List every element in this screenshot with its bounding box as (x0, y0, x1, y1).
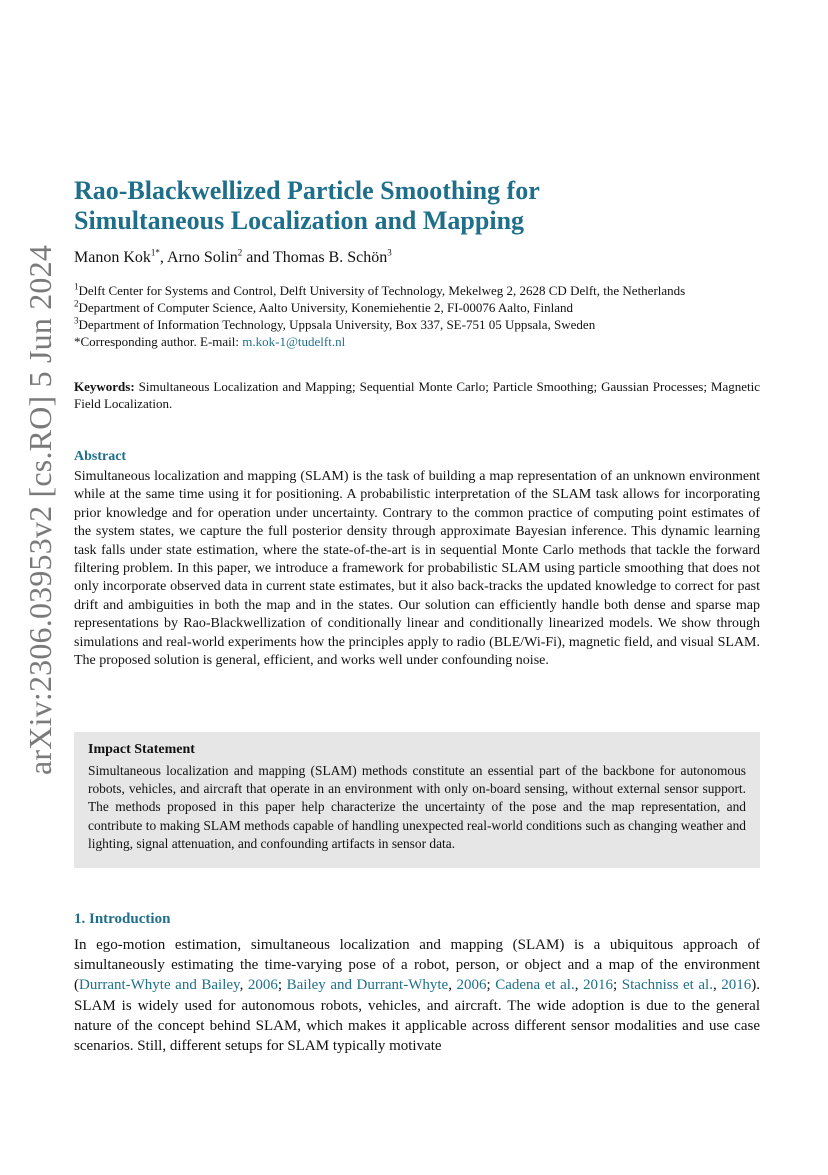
affiliation-marker: 1 (74, 281, 79, 292)
author-affiliation-marker: 1* (150, 247, 160, 258)
citation-year-link[interactable]: 2016 (721, 977, 752, 994)
author-name: Manon Kok (74, 249, 151, 266)
keywords-text: Simultaneous Localization and Mapping; Sequential Monte Carlo; Particle Smoothing; Gaussian Processes; Magnetic Field Localization. (74, 379, 760, 411)
citation-separator: , (712, 977, 722, 994)
citation-author-link[interactable]: Stachniss et al. (621, 977, 713, 994)
abstract-heading: Abstract (74, 449, 127, 464)
author-name: Arno Solin (167, 249, 238, 266)
affiliation-marker: 2 (74, 298, 79, 309)
title-line-2: Simultaneous Localization and Mapping (74, 206, 525, 235)
citation-separator: ; (613, 977, 622, 994)
citation-separator: , (574, 977, 584, 994)
author-separator: , (159, 249, 168, 266)
intro-text: ). SLAM is widely used for autonomous robots, vehicles, and aircraft. The wide adoption is due to the general nature of the concept behind SLAM, which makes it applicable across different sensor modalities and use case scenarios. Still, different setups for SLAM typically motivate (74, 977, 761, 1055)
arxiv-identifier-stamp: arXiv:2306.03953v2 [cs.RO] 5 Jun 2024 (22, 244, 58, 775)
affiliation-3 (74, 316, 595, 333)
affiliation-marker: 3 (74, 315, 79, 326)
citation-author-link[interactable]: Bailey and Durrant-Whyte (286, 977, 449, 994)
paper-title (74, 176, 760, 236)
author-separator: and (242, 249, 273, 266)
citation-separator: , (239, 977, 248, 994)
keywords-label: Keywords: (74, 379, 135, 394)
affiliation-text: Department of Information Technology, Uppsala University, Box 337, SE-751 05 Uppsala, Sweden (78, 317, 596, 332)
email-link[interactable]: m.kok-1@tudelft.nl (242, 334, 346, 349)
affiliation-text: Delft Center for Systems and Control, Delft University of Technology, Mekelweg 2, 2628 CD Delft, the Netherlands (78, 283, 686, 298)
affiliation-text: Department of Computer Science, Aalto University, Konemiehentie 2, FI-00076 Aalto, Finland (78, 300, 574, 315)
citation-author-link[interactable]: Durrant-Whyte and Bailey (79, 977, 240, 994)
citation-author-link[interactable]: Cadena et al. (495, 977, 575, 994)
keywords (74, 378, 760, 412)
intro-text: In ego-motion estimation, simultaneous localization and mapping (SLAM) is a ubiquitous approach of simultaneously estimating the time-varying pose of a robot, person, or object and a map of the environment ( (74, 937, 760, 994)
abstract-text: Simultaneous localization and mapping (SLAM) is the task of building a map representation of an unknown environment while at the same time using it for positioning. A probabilistic interpretation of the SLAM task allows for incorporating prior knowledge and for operation under uncertainty. Contrary to the common practice of computing point estimates of the system states, we capture the full posterior density through approximate Bayesian inference. This dynamic learning task falls under state estimation, where the state-of-the-art is in sequential Monte Carlo methods that tackle the forward filtering problem. In this paper, we introduce a framework for probabilistic SLAM using particle smoothing that does not only incorporate observed data in current state estimates, but it also back-tracks the updated knowledge to correct for past drift and ambiguities in both the map and in the states. Our solution can efficiently handle both dense and sparse map representations by Rao-Blackwellization of conditionally linear and conditionally linearized models. We show through simulations and real-world experiments how the principles apply to radio (BLE/Wi-Fi), magnetic field, and visual SLAM. The proposed solution is general, efficient, and works well under confounding noise. (74, 469, 760, 669)
author-affiliation-marker: 3 (387, 247, 392, 258)
citation-year-link[interactable]: 2006 (247, 977, 278, 994)
citation-year-link[interactable]: 2006 (456, 977, 487, 994)
affiliation-2 (74, 299, 573, 316)
affiliation-1 (74, 282, 685, 299)
introduction-heading: 1. Introduction (74, 911, 171, 927)
citation-separator: ; (277, 977, 287, 994)
corresponding-label: *Corresponding author. E-mail: (74, 334, 243, 349)
author-name: Thomas B. Schön (273, 249, 388, 266)
citation-separator: ; (486, 977, 496, 994)
corresponding-author (74, 333, 345, 350)
author-affiliation-marker: 2 (237, 247, 243, 258)
citation-separator: , (448, 977, 457, 994)
impact-statement-box (74, 732, 760, 868)
author-list (74, 249, 392, 267)
introduction-paragraph (74, 935, 760, 1056)
citation-year-link[interactable]: 2016 (583, 977, 614, 994)
impact-statement-heading: Impact Statement (88, 742, 195, 757)
title-line-1: Rao-Blackwellized Particle Smoothing for (74, 176, 540, 205)
impact-statement-text: Simultaneous localization and mapping (SLAM) methods constitute an essential part of the backbone for autonomous robots, vehicles, and aircraft that operate in an environment with only on-board sensing, without external sensor support. The methods proposed in this paper help characterize the uncertainty of the pose and the map representation, and contribute to making SLAM methods capable of handling unexpected real-world conditions such as changing weather and lighting, signal attenuation, and confounding artifacts in sensor data. (88, 763, 746, 851)
